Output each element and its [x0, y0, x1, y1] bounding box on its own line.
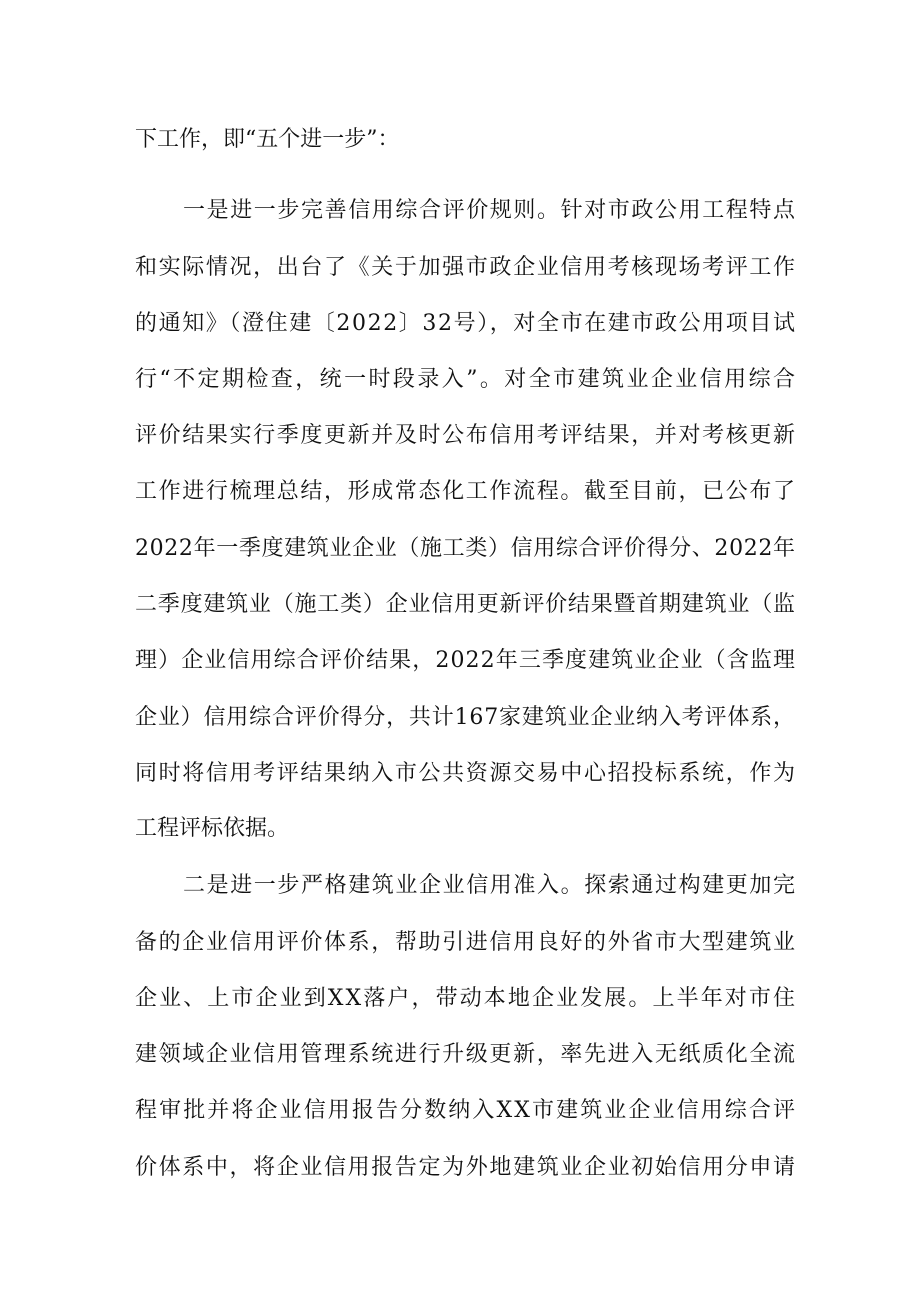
text-line: 工作进行梳理总结，形成常态化工作流程。截至目前，已公布了: [135, 479, 797, 504]
text-line: 企业、上市企业到XX落户，带动本地企业发展。上半年对市住: [135, 986, 798, 1011]
text-line: 的通知》（澄住建〔2022〕32号），对全市在建市政公用项目试: [135, 311, 797, 336]
text-line: 工程评标依据。: [135, 816, 290, 841]
text-line: 程审批并将企业信用报告分数纳入XX市建筑业企业信用综合评: [135, 1098, 798, 1123]
text-line: 行“不定期检查，统一时段录入”。对全市建筑业企业信用综合: [135, 367, 798, 392]
text-line: 价体系中，将企业信用报告定为外地建筑业企业初始信用分申请: [135, 1155, 797, 1180]
text-line: 下工作，即“五个进一步”：: [135, 127, 400, 152]
text-line: 理）企业信用综合评价结果，2022年三季度建筑业企业（含监理: [135, 648, 797, 673]
text-line: 评价结果实行季度更新并及时公布信用考评结果，并对考核更新: [135, 423, 797, 448]
paragraph-first-line: 一是进一步完善信用综合评价规则。针对市政公用工程特点: [183, 198, 797, 223]
text-line: 二季度建筑业（施工类）企业信用更新评价结果暨首期建筑业（监: [135, 592, 796, 617]
text-line: 同时将信用考评结果纳入市公共资源交易中心招投标系统，作为: [135, 761, 797, 786]
text-line: 和实际情况，出台了《关于加强市政企业信用考核现场考评工作: [135, 255, 797, 280]
text-line: 2022年一季度建筑业企业（施工类）信用综合评价得分、2022年: [135, 536, 796, 561]
paragraph-first-line: 二是进一步严格建筑业企业信用准入。探索通过构建更加完: [183, 873, 797, 898]
text-line: 建领域企业信用管理系统进行升级更新，率先进入无纸质化全流: [135, 1042, 797, 1067]
text-line: 企业）信用综合评价得分，共计167家建筑业企业纳入考评体系，: [135, 705, 796, 730]
text-line: 备的企业信用评价体系，帮助引进信用良好的外省市大型建筑业: [135, 930, 797, 955]
